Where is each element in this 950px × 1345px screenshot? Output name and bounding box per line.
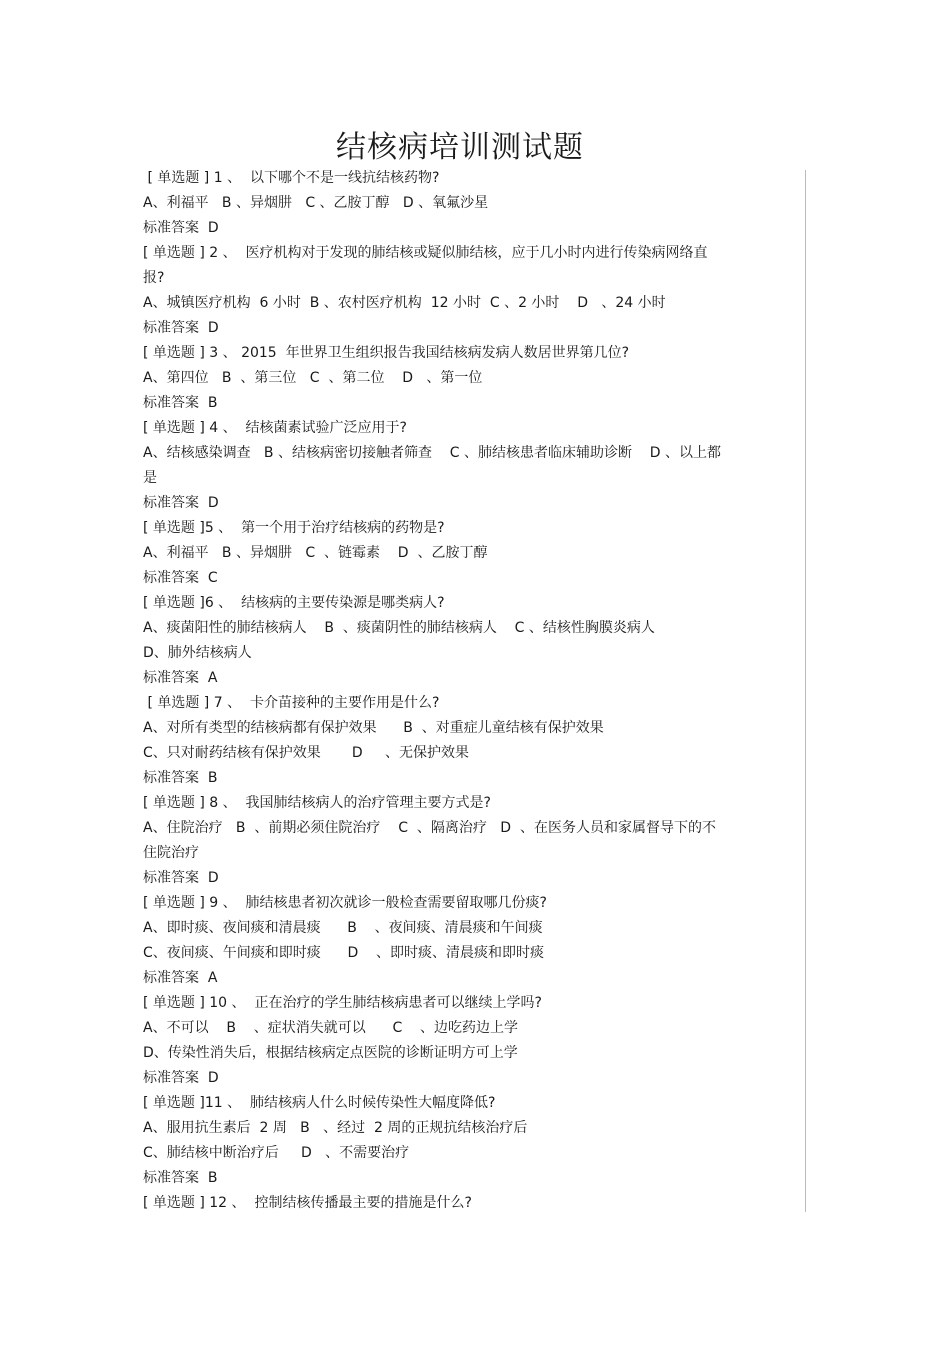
- text-line: A、结核感染调查 B 、结核病密切接触者筛查 C 、肺结核患者临床辅助诊断 D 、以上都: [143, 445, 722, 461]
- text-line: 标准答案 A: [143, 970, 218, 986]
- document-body: [143, 166, 805, 1216]
- text-line: [ 单选题 ] 8 、 我国肺结核病人的治疗管理主要方式是?: [143, 795, 491, 811]
- text-line: 标准答案 B: [143, 395, 218, 411]
- text-line: D、肺外结核病人: [143, 645, 252, 661]
- text-line: A、服用抗生素后 2 周 B 、经过 2 周的正规抗结核治疗后: [143, 1120, 528, 1136]
- text-line: 标准答案 A: [143, 670, 218, 686]
- text-line: A、痰菌阳性的肺结核病人 B 、痰菌阴性的肺结核病人 C 、结核性胸膜炎病人: [143, 620, 655, 636]
- text-line: A、对所有类型的结核病都有保护效果 B 、对重症儿童结核有保护效果: [143, 720, 604, 736]
- text-line: 标准答案 B: [143, 1170, 218, 1186]
- text-line: A、不可以 B 、症状消失就可以 C 、边吃药边上学: [143, 1020, 519, 1036]
- text-line: A、利福平 B 、异烟肼 C 、链霉素 D 、乙胺丁醇: [143, 545, 488, 561]
- text-line: [ 单选题 ] 10 、 正在治疗的学生肺结核病患者可以继续上学吗?: [143, 995, 542, 1011]
- text-line: A、即时痰、夜间痰和清晨痰 B 、夜间痰、清晨痰和午间痰: [143, 920, 543, 936]
- text-line: 住院治疗: [143, 845, 199, 861]
- text-line: [ 单选题 ] 2 、 医疗机构对于发现的肺结核或疑似肺结核，应于几小时内进行传染病网络直: [143, 245, 708, 261]
- text-line: A、住院治疗 B 、前期必须住院治疗 C 、隔离治疗 D 、在医务人员和家属督导下的不: [143, 820, 716, 836]
- text-line: [ 单选题 ] 7 、 卡介苗接种的主要作用是什么?: [143, 695, 440, 711]
- text-line: A、第四位 B 、第三位 C 、第二位 D 、第一位: [143, 370, 483, 386]
- text-line: A、利福平 B 、异烟肼 C 、乙胺丁醇 D 、氧氟沙星: [143, 195, 489, 211]
- text-line: [ 单选题 ]6 、 结核病的主要传染源是哪类病人?: [143, 595, 445, 611]
- text-line: [ 单选题 ] 3 、 2015 年世界卫生组织报告我国结核病发病人数居世界第几位?: [143, 345, 630, 361]
- text-line: 标准答案 D: [143, 495, 219, 511]
- text-line: 是: [143, 470, 157, 486]
- margin-rule: [805, 170, 806, 1212]
- text-line: [ 单选题 ] 12 、 控制结核传播最主要的措施是什么?: [143, 1195, 472, 1211]
- text-line: C、只对耐药结核有保护效果 D 、无保护效果: [143, 745, 469, 761]
- text-line: 标准答案 D: [143, 1070, 219, 1086]
- text-line: [ 单选题 ] 9 、 肺结核患者初次就诊一般检查需要留取哪几份痰?: [143, 895, 547, 911]
- text-line: 标准答案 D: [143, 220, 219, 236]
- text-line: [ 单选题 ] 4 、 结核菌素试验广泛应用于?: [143, 420, 407, 436]
- text-line: [ 单选题 ]11 、 肺结核病人什么时候传染性大幅度降低?: [143, 1095, 496, 1111]
- text-line: C、夜间痰、午间痰和即时痰 D 、即时痰、清晨痰和即时痰: [143, 945, 545, 961]
- text-line: [ 单选题 ] 1 、 以下哪个不是一线抗结核药物?: [143, 170, 440, 186]
- text-line: 标准答案 D: [143, 870, 219, 886]
- text-line: A、城镇医疗机构 6 小时 B 、农村医疗机构 12 小时 C 、2 小时 D 、24 小时: [143, 295, 666, 311]
- text-line: 标准答案 B: [143, 770, 218, 786]
- text-line: C、肺结核中断治疗后 D 、不需要治疗: [143, 1145, 410, 1161]
- text-line: 标准答案 C: [143, 570, 218, 586]
- text-line: 报?: [143, 270, 165, 286]
- text-line: [ 单选题 ]5 、 第一个用于治疗结核病的药物是?: [143, 520, 445, 536]
- text-line: 标准答案 D: [143, 320, 219, 336]
- text-line: D、传染性消失后，根据结核病定点医院的诊断证明方可上学: [143, 1045, 518, 1061]
- page-title: 结核病培训测试题: [336, 130, 584, 165]
